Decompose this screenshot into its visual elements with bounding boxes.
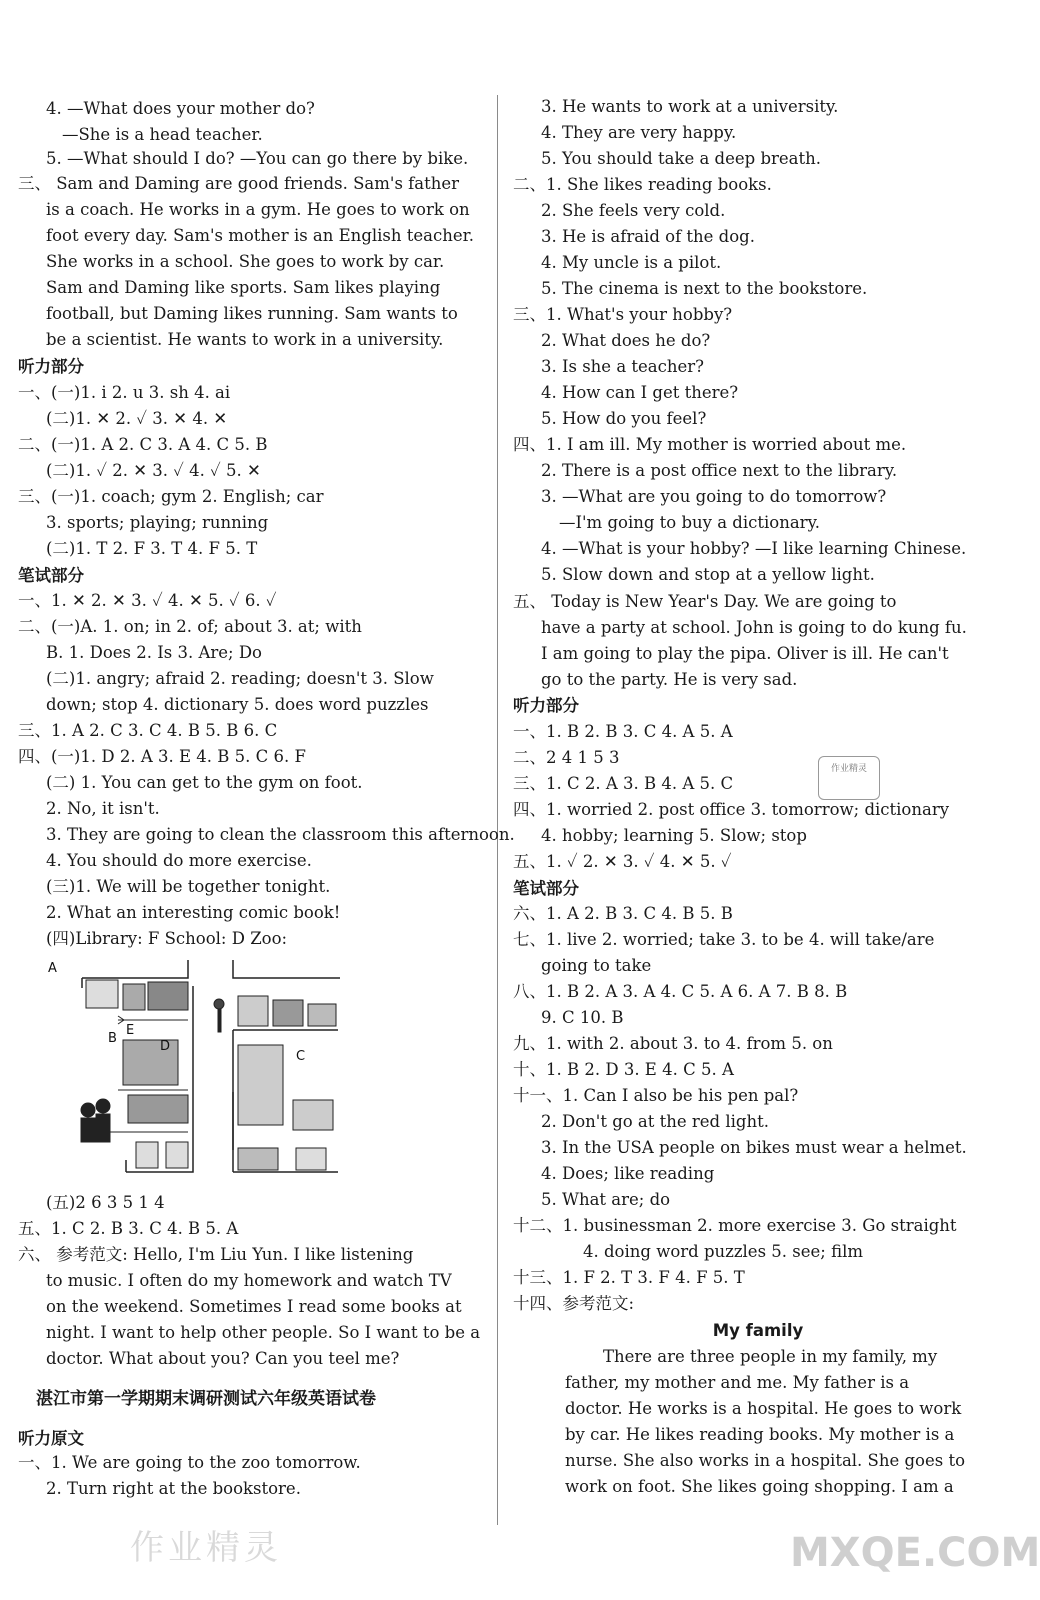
section-heading: 听力部分: [513, 696, 579, 715]
section-heading: 笔试部分: [513, 879, 579, 898]
section-heading: 听力原文: [18, 1429, 84, 1448]
text-line: 十三、1. F 2. T 3. F 4. F 5. T: [513, 1268, 745, 1287]
text-line: 九、1. with 2. about 3. to 4. from 5. on: [513, 1034, 833, 1053]
text-line: 3. In the USA people on bikes must wear a helmet.: [541, 1138, 967, 1157]
text-line: 六、 参考范文: Hello, I'm Liu Yun. I like listening: [18, 1245, 414, 1264]
text-line: doctor. He works is a hospital. He goes to work: [565, 1399, 962, 1418]
text-line: 5. What are; do: [541, 1190, 671, 1209]
text-line: 4. They are very happy.: [541, 123, 737, 142]
text-line: 3. Is she a teacher?: [541, 357, 705, 376]
section-heading: 听力部分: [18, 357, 84, 376]
text-line: 八、1. B 2. A 3. A 4. C 5. A 6. A 7. B 8. B: [513, 982, 848, 1001]
text-line: (二)1. ✕ 2. ✓ 3. ✕ 4. ✕: [46, 409, 228, 428]
text-line: 一、1. We are going to the zoo tomorrow.: [18, 1453, 361, 1472]
text-line: 四、1. I am ill. My mother is worried about me.: [513, 435, 907, 454]
text-line: Sam and Daming like sports. Sam likes playing: [46, 278, 441, 297]
text-line: father, my mother and me. My father is a: [565, 1373, 910, 1392]
text-line: by car. He likes reading books. My mother is a: [565, 1425, 955, 1444]
text-line: have a party at school. John is going to do kung fu.: [541, 618, 967, 637]
text-line: 二、2 4 1 5 3: [513, 748, 620, 767]
text-line: foot every day. Sam's mother is an English teacher.: [46, 226, 474, 245]
text-line: (二)1. T 2. F 3. T 4. F 5. T: [46, 539, 258, 558]
text-line: 2. Turn right at the bookstore.: [46, 1479, 301, 1498]
text-line: 3. —What are you going to do tomorrow?: [541, 487, 887, 506]
text-line: 2. What does he do?: [541, 331, 711, 350]
stamp-logo: 作业精灵: [818, 756, 880, 800]
column-divider: [497, 95, 498, 1525]
text-line: 一、1. ✕ 2. ✕ 3. ✓ 4. ✕ 5. ✓ 6. ✓: [18, 591, 277, 610]
text-line: She works in a school. She goes to work by car.: [46, 252, 445, 271]
text-line: doctor. What about you? Can you teel me?: [46, 1349, 400, 1368]
text-line: night. I want to help other people. So I want to be a: [46, 1323, 481, 1342]
text-line: 4. —What does your mother do?: [46, 99, 315, 118]
text-line: 三、1. C 2. A 3. B 4. A 5. C: [513, 774, 734, 793]
text-line: 5. You should take a deep breath.: [541, 149, 822, 168]
text-line: 三、1. A 2. C 3. C 4. B 5. B 6. C: [18, 721, 278, 740]
text-line: 五、1. ✓ 2. ✕ 3. ✓ 4. ✕ 5. ✓: [513, 852, 732, 871]
text-line: going to take: [541, 956, 652, 975]
text-line: (二)1. ✓ 2. ✕ 3. ✓ 4. ✓ 5. ✕: [46, 461, 261, 480]
text-line: 五、 Today is New Year's Day. We are going to: [513, 592, 897, 611]
text-line: B. 1. Does 2. Is 3. Are; Do: [46, 643, 262, 662]
text-line: 4. —What is your hobby? —I like learning Chinese.: [541, 539, 967, 558]
text-line: 五、1. C 2. B 3. C 4. B 5. A: [18, 1219, 239, 1238]
text-line: 三、 Sam and Daming are good friends. Sam's father: [18, 174, 460, 193]
text-line: 2. No, it isn't.: [46, 799, 160, 818]
text-line: 2. She feels very cold.: [541, 201, 726, 220]
text-line: nurse. She also works in a hospital. She goes to: [565, 1451, 966, 1470]
text-line: 六、1. A 2. B 3. C 4. B 5. B: [513, 904, 733, 923]
text-line: I am going to play the pipa. Oliver is ill. He can't: [541, 644, 949, 663]
text-line: 4. hobby; learning 5. Slow; stop: [541, 826, 807, 845]
watermark: 作业精灵: [130, 1528, 282, 1568]
text-line: is a coach. He works in a gym. He goes to work on: [46, 200, 470, 219]
text-line: 5. —What should I do? —You can go there by bike.: [46, 149, 469, 168]
essay-title: My family: [712, 1321, 804, 1340]
text-line: 4. Does; like reading: [541, 1164, 715, 1183]
text-line: (三)1. We will be together tonight.: [46, 877, 331, 896]
text-line: 5. The cinema is next to the bookstore.: [541, 279, 868, 298]
map-label: A: [48, 961, 57, 976]
text-line: 3. sports; playing; running: [46, 513, 269, 532]
text-line: 2. There is a post office next to the library.: [541, 461, 898, 480]
text-line: 二、(一)1. A 2. C 3. A 4. C 5. B: [18, 435, 268, 454]
text-line: 5. How do you feel?: [541, 409, 707, 428]
text-line: 3. They are going to clean the classroom this afternoon.: [46, 825, 515, 844]
text-line: 3. He is afraid of the dog.: [541, 227, 755, 246]
text-line: (四)Library: F School: D Zoo:: [46, 929, 288, 948]
town-map-figure: [48, 960, 343, 1182]
map-label: E: [126, 1023, 135, 1038]
text-line: work on foot. She likes going shopping. I am a: [565, 1477, 954, 1496]
text-line: 三、(一)1. coach; gym 2. English; car: [18, 487, 324, 506]
text-line: go to the party. He is very sad.: [541, 670, 798, 689]
text-line: —She is a head teacher.: [62, 125, 263, 144]
text-line: (二)1. angry; afraid 2. reading; doesn't 3. Slow: [46, 669, 434, 688]
text-line: to music. I often do my homework and watch TV: [46, 1271, 452, 1290]
map-label: D: [160, 1039, 171, 1054]
text-line: be a scientist. He wants to work in a university.: [46, 330, 444, 349]
text-line: 十二、1. businessman 2. more exercise 3. Go straight: [513, 1216, 957, 1235]
text-line: 2. What an interesting comic book!: [46, 903, 341, 922]
text-line: 2. Don't go at the red light.: [541, 1112, 769, 1131]
watermark-logo: MXQE.COM: [790, 1530, 1040, 1576]
text-line: There are three people in my family, my: [603, 1347, 938, 1366]
text-line: 三、1. What's your hobby?: [513, 305, 733, 324]
text-line: 3. He wants to work at a university.: [541, 97, 839, 116]
text-line: 4. My uncle is a pilot.: [541, 253, 722, 272]
text-line: 二、(一)A. 1. on; in 2. of; about 3. at; with: [18, 617, 362, 636]
text-line: 四、1. worried 2. post office 3. tomorrow; dictionary: [513, 800, 950, 819]
text-line: —I'm going to buy a dictionary.: [559, 513, 820, 532]
section-heading: 笔试部分: [18, 566, 84, 585]
text-line: on the weekend. Sometimes I read some books at: [46, 1297, 462, 1316]
text-line: 七、1. live 2. worried; take 3. to be 4. will take/are: [513, 930, 935, 949]
text-line: football, but Daming likes running. Sam wants to: [46, 304, 458, 323]
text-line: 一、1. B 2. B 3. C 4. A 5. A: [513, 722, 733, 741]
text-line: down; stop 4. dictionary 5. does word puzzles: [46, 695, 429, 714]
text-line: 二、1. She likes reading books.: [513, 175, 772, 194]
text-line: 5. Slow down and stop at a yellow light.: [541, 565, 875, 584]
text-line: 9. C 10. B: [541, 1008, 624, 1027]
text-line: 十四、参考范文:: [513, 1294, 635, 1313]
text-line: 十、1. B 2. D 3. E 4. C 5. A: [513, 1060, 734, 1079]
exam-title: 湛江市第一学期期末调研测试六年级英语试卷: [36, 1389, 376, 1409]
text-line: 4. How can I get there?: [541, 383, 739, 402]
text-line: 一、(一)1. i 2. u 3. sh 4. ai: [18, 383, 231, 402]
text-line: (二) 1. You can get to the gym on foot.: [46, 773, 363, 792]
text-line: 4. You should do more exercise.: [46, 851, 312, 870]
text-line: (五)2 6 3 5 1 4: [46, 1193, 165, 1212]
text-line: 4. doing word puzzles 5. see; film: [583, 1242, 863, 1261]
map-label: B: [108, 1031, 117, 1046]
text-line: 十一、1. Can I also be his pen pal?: [513, 1086, 799, 1105]
text-line: 四、(一)1. D 2. A 3. E 4. B 5. C 6. F: [18, 747, 306, 766]
map-label: C: [296, 1049, 306, 1064]
